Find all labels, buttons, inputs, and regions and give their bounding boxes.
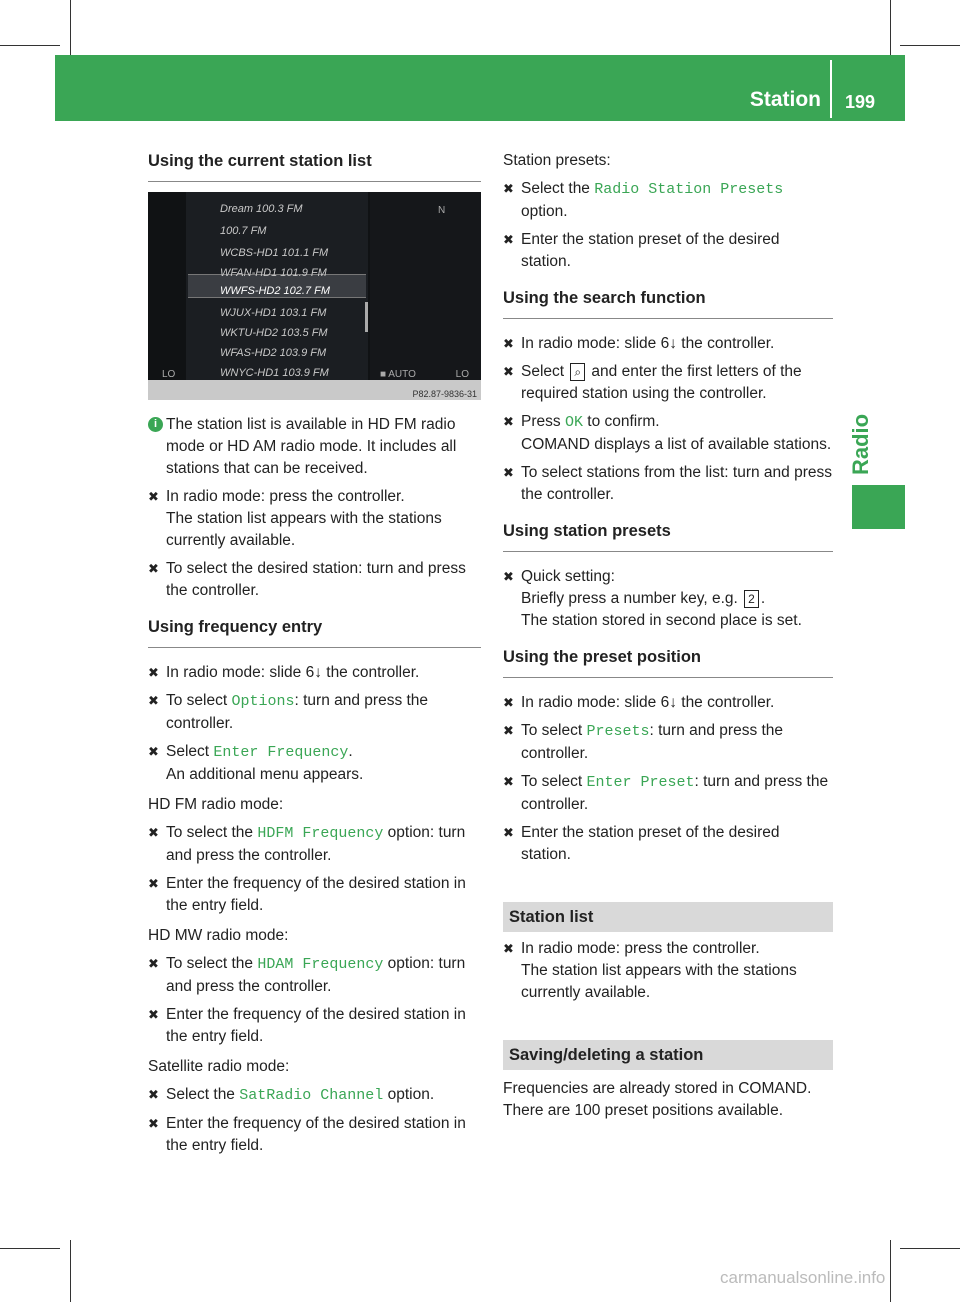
arrow-icon: ✖ bbox=[503, 941, 514, 956]
list-item bbox=[503, 333, 833, 355]
arrow-icon: ✖ bbox=[503, 336, 514, 351]
menu-option: OK bbox=[564, 414, 583, 431]
item-text: the controller. bbox=[676, 694, 775, 711]
side-tab-label: Radio bbox=[848, 413, 873, 475]
section-title: Using frequency entry bbox=[148, 616, 481, 648]
section-title: Using the preset position bbox=[503, 646, 833, 678]
item-text: . bbox=[348, 743, 353, 760]
info-note bbox=[148, 414, 481, 480]
list-item bbox=[148, 486, 481, 552]
item-text: To select the bbox=[166, 824, 258, 841]
station-row: WKTU-HD2 103.5 FM bbox=[220, 327, 328, 339]
list-item bbox=[148, 873, 481, 917]
paragraph: Frequencies are already stored in COMAND. There are 100 preset positions available. bbox=[503, 1080, 812, 1119]
item-text: option. bbox=[521, 203, 568, 220]
item-text: The station stored in second place is set. bbox=[521, 612, 802, 629]
controller-slide-icon: 6↓ bbox=[660, 335, 677, 352]
arrow-icon: ✖ bbox=[148, 876, 159, 891]
crop-mark bbox=[0, 1248, 60, 1249]
item-text: To select stations from the list: turn and press the controller. bbox=[521, 464, 832, 503]
item-text: : turn and press the controller. bbox=[166, 692, 429, 732]
menu-option: Options bbox=[231, 693, 295, 710]
section-title: Using the search function bbox=[503, 287, 833, 319]
item-text: To select the bbox=[166, 955, 258, 972]
number-key-icon: 2 bbox=[744, 590, 759, 608]
info-text: The station list is available in HD FM radio mode or HD AM radio mode. It includes all stations that can be received. bbox=[166, 416, 457, 477]
image-caption: P82.87-9836-31 bbox=[412, 389, 477, 399]
right-panel bbox=[370, 192, 481, 380]
item-text: Enter the frequency of the desired station in the entry field. bbox=[166, 1006, 466, 1045]
list-item bbox=[148, 1004, 481, 1048]
arrow-icon: ✖ bbox=[503, 232, 514, 247]
item-text: . bbox=[760, 590, 766, 607]
item-text: Enter the station preset of the desired station. bbox=[521, 231, 780, 270]
list-item bbox=[503, 462, 833, 506]
item-text: : turn and press the controller. bbox=[521, 773, 829, 813]
list-item bbox=[503, 720, 833, 765]
station-row: WFAN-HD1 101.9 FM bbox=[220, 267, 327, 279]
station-row-selected: WWFS-HD2 102.7 FM bbox=[220, 285, 331, 297]
crop-mark bbox=[900, 45, 960, 46]
item-text: Press bbox=[521, 413, 565, 430]
item-text: Select the bbox=[521, 180, 595, 197]
item-text: Briefly press a number key, e.g. bbox=[521, 590, 743, 607]
arrow-icon: ✖ bbox=[148, 489, 159, 504]
list-item bbox=[503, 692, 833, 714]
list-item bbox=[148, 662, 481, 684]
item-text: In radio mode: press the controller. bbox=[521, 940, 760, 957]
mode-label: HD FM radio mode: bbox=[148, 796, 284, 813]
station-row: WJUX-HD1 103.1 FM bbox=[220, 307, 327, 319]
list-item bbox=[503, 361, 833, 405]
arrow-icon: ✖ bbox=[148, 956, 159, 971]
arrow-icon: ✖ bbox=[503, 774, 514, 789]
header-divider bbox=[830, 60, 832, 118]
arrow-icon: ✖ bbox=[148, 1116, 159, 1131]
compass-label: N bbox=[438, 205, 446, 216]
arrow-icon: ✖ bbox=[148, 693, 159, 708]
item-text: Select bbox=[166, 743, 214, 760]
station-row: 100.7 FM bbox=[220, 225, 267, 237]
search-icon: ⌕ bbox=[570, 363, 585, 381]
mode-label: Satellite radio mode: bbox=[148, 1058, 290, 1075]
item-text: Select the bbox=[166, 1086, 240, 1103]
presets-label: Station presets: bbox=[503, 152, 611, 169]
item-text: and enter the first letters of the required station using the controller. bbox=[521, 363, 802, 402]
item-text: The station list appears with the stations currently available. bbox=[166, 510, 442, 549]
item-text: In radio mode: slide bbox=[521, 335, 661, 352]
arrow-icon: ✖ bbox=[503, 414, 514, 429]
lo-right-label: LO bbox=[455, 369, 469, 380]
list-item bbox=[503, 938, 833, 1004]
item-text: The station list appears with the stations currently available. bbox=[521, 962, 797, 1001]
list-item bbox=[148, 1113, 481, 1157]
crop-mark bbox=[0, 45, 60, 46]
item-text: In radio mode: slide bbox=[166, 664, 306, 681]
item-text: Quick setting: bbox=[521, 568, 615, 585]
arrow-icon: ✖ bbox=[503, 723, 514, 738]
station-row: WCBS-HD1 101.1 FM bbox=[220, 247, 329, 259]
section-title: Using the current station list bbox=[148, 150, 481, 182]
list-item bbox=[503, 178, 833, 223]
station-row: Dream 100.3 FM bbox=[220, 203, 303, 215]
arrow-icon: ✖ bbox=[148, 744, 159, 759]
item-text: Select bbox=[521, 363, 569, 380]
item-text: To select bbox=[521, 773, 587, 790]
arrow-icon: ✖ bbox=[503, 364, 514, 379]
crop-mark bbox=[70, 0, 71, 60]
item-text: Enter the station preset of the desired station. bbox=[521, 824, 780, 863]
station-row: WNYC-HD1 103.9 FM bbox=[220, 367, 329, 379]
arrow-icon: ✖ bbox=[503, 569, 514, 584]
crop-mark bbox=[890, 0, 891, 60]
list-item bbox=[148, 741, 481, 786]
arrow-icon: ✖ bbox=[503, 825, 514, 840]
list-item bbox=[148, 953, 481, 998]
info-icon: i bbox=[148, 417, 163, 432]
scrollbar bbox=[365, 302, 368, 332]
item-text: Enter the frequency of the desired station in the entry field. bbox=[166, 1115, 466, 1154]
crop-mark bbox=[70, 1240, 71, 1302]
item-text: To select bbox=[521, 722, 587, 739]
menu-option: Enter Frequency bbox=[213, 744, 349, 761]
item-text: An additional menu appears. bbox=[166, 766, 364, 783]
controller-slide-icon: 6↓ bbox=[660, 694, 677, 711]
list-item bbox=[148, 558, 481, 602]
menu-option: HDFM Frequency bbox=[257, 825, 384, 842]
station-list-screenshot bbox=[148, 192, 481, 400]
header-title: Station bbox=[749, 88, 821, 111]
watermark: carmanualsonline.info bbox=[720, 1268, 886, 1287]
controller-slide-icon: 6↓ bbox=[305, 664, 322, 681]
menu-option: HDAM Frequency bbox=[257, 956, 384, 973]
section-heading-box: Saving/deleting a station bbox=[503, 1040, 833, 1070]
list-item bbox=[503, 229, 833, 273]
page-number: 199 bbox=[845, 92, 876, 112]
item-text: to confirm. bbox=[582, 413, 660, 430]
item-text: option. bbox=[383, 1086, 435, 1103]
left-column bbox=[148, 150, 481, 1157]
lo-left-label: LO bbox=[162, 369, 176, 380]
item-text: option: turn and press the controller. bbox=[166, 955, 466, 995]
arrow-icon: ✖ bbox=[503, 465, 514, 480]
item-text: : turn and press the controller. bbox=[521, 722, 784, 762]
arrow-icon: ✖ bbox=[148, 665, 159, 680]
list-item bbox=[148, 1084, 481, 1107]
list-item bbox=[148, 690, 481, 735]
menu-option: SatRadio Channel bbox=[239, 1087, 384, 1104]
item-text: the controller. bbox=[676, 335, 775, 352]
item-text: In radio mode: press the controller. bbox=[166, 488, 405, 505]
arrow-icon: ✖ bbox=[148, 1007, 159, 1022]
list-item bbox=[503, 411, 833, 456]
item-text: COMAND displays a list of available stations. bbox=[521, 436, 832, 453]
list-item bbox=[503, 822, 833, 866]
right-column bbox=[503, 150, 833, 1122]
item-text: To select bbox=[166, 692, 232, 709]
item-text: In radio mode: slide bbox=[521, 694, 661, 711]
list-item bbox=[503, 566, 833, 632]
side-tab-block bbox=[852, 485, 905, 529]
arrow-icon: ✖ bbox=[503, 695, 514, 710]
list-item bbox=[503, 771, 833, 816]
auto-label: ■ AUTO bbox=[380, 369, 416, 380]
crop-mark bbox=[890, 1240, 891, 1302]
crop-mark bbox=[900, 1248, 960, 1249]
item-text: Enter the frequency of the desired station in the entry field. bbox=[166, 875, 466, 914]
item-text: To select the desired station: turn and press the controller. bbox=[166, 560, 466, 599]
arrow-icon: ✖ bbox=[148, 1087, 159, 1102]
item-text: option: turn and press the controller. bbox=[166, 824, 466, 864]
menu-option: Presets bbox=[586, 723, 650, 740]
section-heading-box: Station list bbox=[503, 902, 833, 932]
arrow-icon: ✖ bbox=[503, 181, 514, 196]
section-title: Using station presets bbox=[503, 520, 833, 552]
arrow-icon: ✖ bbox=[148, 825, 159, 840]
mode-label: HD MW radio mode: bbox=[148, 927, 289, 944]
item-text: the controller. bbox=[321, 664, 420, 681]
station-row: WFAS-HD2 103.9 FM bbox=[220, 347, 327, 359]
arrow-icon: ✖ bbox=[148, 561, 159, 576]
list-item bbox=[148, 822, 481, 867]
menu-option: Enter Preset bbox=[586, 774, 695, 791]
menu-option: Radio Station Presets bbox=[594, 181, 784, 198]
